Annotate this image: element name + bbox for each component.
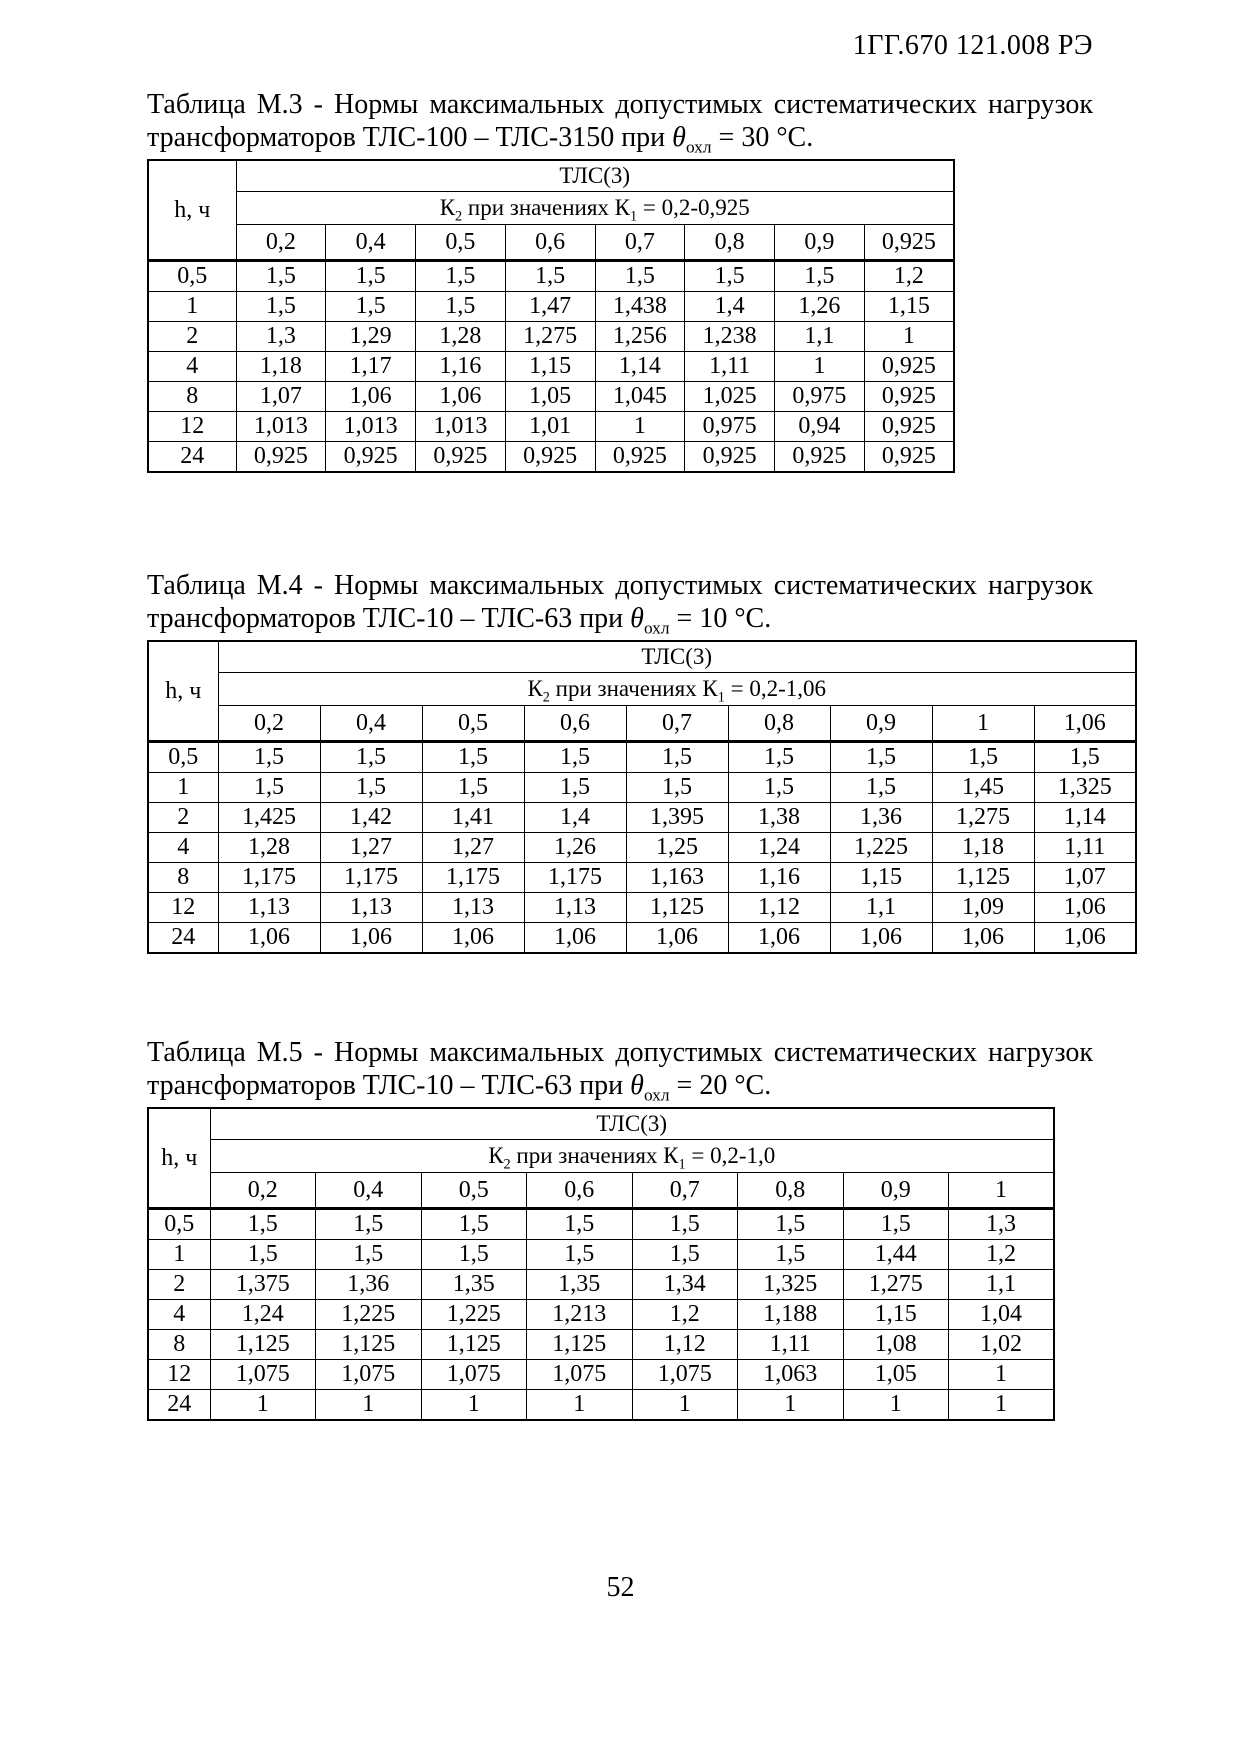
value-cell: 1,15 bbox=[864, 292, 954, 322]
value-cell: 1,5 bbox=[728, 773, 830, 803]
value-cell: 1,07 bbox=[1034, 863, 1136, 893]
theta-subscript: охл bbox=[685, 137, 712, 157]
k-range-text: = 0,2-0,925 bbox=[637, 195, 750, 220]
row-header-cell: 1 bbox=[148, 773, 218, 803]
k2-subscript: 2 bbox=[503, 1156, 511, 1173]
header-row-columns bbox=[148, 706, 1136, 742]
row-header-cell: 2 bbox=[148, 803, 218, 833]
value-cell: 1,27 bbox=[422, 833, 524, 863]
table-row bbox=[148, 442, 954, 473]
value-cell: 1 bbox=[738, 1390, 844, 1421]
caption-text: Таблица М.5 - Нормы максимальных допустимых систематических нагрузок трансформаторов ТЛС-10 – ТЛС-63 при bbox=[147, 1037, 1093, 1101]
k-mid-text: при значениях К bbox=[549, 676, 718, 701]
value-cell: 1,17 bbox=[326, 352, 416, 382]
value-cell: 1,175 bbox=[320, 863, 422, 893]
value-cell: 1,5 bbox=[728, 742, 830, 773]
value-cell: 1,013 bbox=[326, 412, 416, 442]
value-cell: 1,045 bbox=[595, 382, 685, 412]
table-m5 bbox=[147, 1107, 1055, 1421]
table-row bbox=[148, 773, 1136, 803]
value-cell: 1,5 bbox=[326, 261, 416, 292]
value-cell: 1,08 bbox=[843, 1330, 949, 1360]
table-row bbox=[148, 803, 1136, 833]
table-m3 bbox=[147, 159, 955, 473]
header-row-k bbox=[148, 673, 1136, 706]
column-header-cell: 1,06 bbox=[1034, 706, 1136, 742]
table-row bbox=[148, 1330, 1054, 1360]
value-cell: 1,5 bbox=[775, 261, 865, 292]
value-cell: 1,163 bbox=[626, 863, 728, 893]
table-row bbox=[148, 382, 954, 412]
group-header-cell: ТЛС(3) bbox=[210, 1108, 1054, 1140]
value-cell: 0,925 bbox=[775, 442, 865, 473]
value-cell: 1,13 bbox=[218, 893, 320, 923]
table-row bbox=[148, 352, 954, 382]
value-cell: 1,5 bbox=[422, 742, 524, 773]
value-cell: 1,5 bbox=[830, 773, 932, 803]
value-cell: 1,5 bbox=[320, 773, 422, 803]
value-cell: 1,15 bbox=[830, 863, 932, 893]
h-axis-label: h, ч bbox=[148, 641, 218, 742]
value-cell: 1,125 bbox=[932, 863, 1034, 893]
row-header-cell: 1 bbox=[148, 1240, 210, 1270]
value-cell: 1 bbox=[210, 1390, 316, 1421]
value-cell: 1,5 bbox=[843, 1209, 949, 1240]
row-header-cell: 2 bbox=[148, 1270, 210, 1300]
value-cell: 1,5 bbox=[218, 773, 320, 803]
column-header-cell: 0,4 bbox=[320, 706, 422, 742]
caption-text: Таблица М.4 - Нормы максимальных допустимых систематических нагрузок трансформаторов ТЛС-10 – ТЛС-63 при bbox=[147, 570, 1093, 634]
value-cell: 1,15 bbox=[843, 1300, 949, 1330]
value-cell: 1,35 bbox=[421, 1270, 527, 1300]
row-header-cell: 8 bbox=[148, 382, 236, 412]
h-axis-label: h, ч bbox=[148, 160, 236, 261]
header-row-k bbox=[148, 192, 954, 225]
value-cell: 0,925 bbox=[326, 442, 416, 473]
value-cell: 1,5 bbox=[421, 1240, 527, 1270]
value-cell: 1,188 bbox=[738, 1300, 844, 1330]
caption-tail: = 30 °С. bbox=[711, 122, 814, 153]
value-cell: 1,075 bbox=[632, 1360, 738, 1390]
value-cell: 1 bbox=[949, 1360, 1055, 1390]
value-cell: 1 bbox=[527, 1390, 633, 1421]
table-row bbox=[148, 863, 1136, 893]
value-cell: 1,175 bbox=[218, 863, 320, 893]
value-cell: 1,4 bbox=[524, 803, 626, 833]
value-cell: 1,2 bbox=[864, 261, 954, 292]
column-header-cell: 0,925 bbox=[864, 225, 954, 261]
column-header-cell: 0,5 bbox=[422, 706, 524, 742]
value-cell: 0,925 bbox=[864, 412, 954, 442]
header-row-group bbox=[148, 641, 1136, 673]
column-header-cell: 0,7 bbox=[595, 225, 685, 261]
group-header-cell: ТЛС(3) bbox=[236, 160, 954, 192]
value-cell: 1,5 bbox=[738, 1209, 844, 1240]
value-cell: 1,5 bbox=[316, 1209, 422, 1240]
value-cell: 1,395 bbox=[626, 803, 728, 833]
caption-tail: = 20 °С. bbox=[669, 1070, 772, 1101]
table-row bbox=[148, 261, 954, 292]
value-cell: 1,125 bbox=[527, 1330, 633, 1360]
page-content bbox=[147, 0, 1112, 1421]
caption-text: Таблица М.3 - Нормы максимальных допустимых систематических нагрузок трансформаторов ТЛС-100 – ТЛС-3150 при bbox=[147, 89, 1093, 153]
value-cell: 1,5 bbox=[210, 1240, 316, 1270]
value-cell: 1,5 bbox=[416, 292, 506, 322]
value-cell: 0,925 bbox=[236, 442, 326, 473]
k-values-header-cell bbox=[210, 1140, 1054, 1173]
value-cell: 1,04 bbox=[949, 1300, 1055, 1330]
row-header-cell: 24 bbox=[148, 442, 236, 473]
header-row-columns bbox=[148, 225, 954, 261]
value-cell: 1,5 bbox=[210, 1209, 316, 1240]
value-cell: 1,15 bbox=[505, 352, 595, 382]
value-cell: 1,06 bbox=[326, 382, 416, 412]
column-header-cell: 0,8 bbox=[738, 1173, 844, 1209]
column-header-cell: 0,2 bbox=[210, 1173, 316, 1209]
value-cell: 1,27 bbox=[320, 833, 422, 863]
value-cell: 1,06 bbox=[1034, 923, 1136, 954]
value-cell: 1,06 bbox=[320, 923, 422, 954]
value-cell: 1,18 bbox=[236, 352, 326, 382]
value-cell: 1,16 bbox=[728, 863, 830, 893]
value-cell: 1,28 bbox=[416, 322, 506, 352]
value-cell: 1,075 bbox=[421, 1360, 527, 1390]
value-cell: 1,14 bbox=[595, 352, 685, 382]
value-cell: 1,5 bbox=[932, 742, 1034, 773]
column-header-cell: 0,8 bbox=[728, 706, 830, 742]
value-cell: 0,925 bbox=[685, 442, 775, 473]
column-header-cell: 1 bbox=[932, 706, 1034, 742]
value-cell: 1 bbox=[949, 1390, 1055, 1421]
column-header-cell: 0,6 bbox=[527, 1173, 633, 1209]
value-cell: 0,925 bbox=[864, 442, 954, 473]
k-range-text: = 0,2-1,06 bbox=[724, 676, 827, 701]
theta-symbol: θ bbox=[630, 603, 644, 634]
value-cell: 1,225 bbox=[421, 1300, 527, 1330]
value-cell: 1,5 bbox=[236, 292, 326, 322]
value-cell: 1,5 bbox=[320, 742, 422, 773]
column-header-cell: 0,2 bbox=[218, 706, 320, 742]
theta-subscript: охл bbox=[643, 618, 670, 638]
value-cell: 1,5 bbox=[626, 742, 728, 773]
doc-number: 1ГГ.670 121.008 РЭ bbox=[852, 30, 1093, 61]
value-cell: 1,1 bbox=[830, 893, 932, 923]
column-header-cell: 0,8 bbox=[685, 225, 775, 261]
value-cell: 1,5 bbox=[218, 742, 320, 773]
value-cell: 1,425 bbox=[218, 803, 320, 833]
value-cell: 1,3 bbox=[236, 322, 326, 352]
value-cell: 1,09 bbox=[932, 893, 1034, 923]
value-cell: 1,5 bbox=[316, 1240, 422, 1270]
value-cell: 1,26 bbox=[524, 833, 626, 863]
value-cell: 1,24 bbox=[210, 1300, 316, 1330]
value-cell: 1,5 bbox=[738, 1240, 844, 1270]
column-header-cell: 0,2 bbox=[236, 225, 326, 261]
k-mid-text: при значениях К bbox=[510, 1143, 679, 1168]
value-cell: 1,5 bbox=[685, 261, 775, 292]
value-cell: 1,35 bbox=[527, 1270, 633, 1300]
column-header-cell: 0,6 bbox=[505, 225, 595, 261]
value-cell: 0,94 bbox=[775, 412, 865, 442]
row-header-cell: 4 bbox=[148, 833, 218, 863]
table-row bbox=[148, 412, 954, 442]
row-header-cell: 0,5 bbox=[148, 261, 236, 292]
value-cell: 1,42 bbox=[320, 803, 422, 833]
value-cell: 0,975 bbox=[685, 412, 775, 442]
header-row-group bbox=[148, 1108, 1054, 1140]
value-cell: 1,13 bbox=[524, 893, 626, 923]
column-header-cell: 0,9 bbox=[843, 1173, 949, 1209]
k-values-header-cell bbox=[218, 673, 1136, 706]
value-cell: 1,25 bbox=[626, 833, 728, 863]
value-cell: 0,925 bbox=[505, 442, 595, 473]
value-cell: 1 bbox=[632, 1390, 738, 1421]
column-header-cell: 0,4 bbox=[316, 1173, 422, 1209]
value-cell: 1,256 bbox=[595, 322, 685, 352]
value-cell: 1,02 bbox=[949, 1330, 1055, 1360]
row-header-cell: 8 bbox=[148, 863, 218, 893]
row-header-cell: 4 bbox=[148, 1300, 210, 1330]
value-cell: 1,5 bbox=[505, 261, 595, 292]
header-row-group bbox=[148, 160, 954, 192]
value-cell: 0,925 bbox=[595, 442, 685, 473]
value-cell: 1,06 bbox=[524, 923, 626, 954]
value-cell: 1 bbox=[595, 412, 685, 442]
value-cell: 1,125 bbox=[421, 1330, 527, 1360]
row-header-cell: 12 bbox=[148, 893, 218, 923]
value-cell: 1,06 bbox=[626, 923, 728, 954]
value-cell: 1,125 bbox=[316, 1330, 422, 1360]
value-cell: 1,375 bbox=[210, 1270, 316, 1300]
value-cell: 1,5 bbox=[595, 261, 685, 292]
table-m4 bbox=[147, 640, 1137, 954]
value-cell: 1,12 bbox=[728, 893, 830, 923]
row-header-cell: 24 bbox=[148, 923, 218, 954]
value-cell: 1,075 bbox=[210, 1360, 316, 1390]
value-cell: 1,5 bbox=[527, 1240, 633, 1270]
value-cell: 1,34 bbox=[632, 1270, 738, 1300]
value-cell: 1,5 bbox=[632, 1240, 738, 1270]
table-row bbox=[148, 1390, 1054, 1421]
k2-subscript: 2 bbox=[542, 689, 550, 706]
value-cell: 1 bbox=[421, 1390, 527, 1421]
header-row-k bbox=[148, 1140, 1054, 1173]
value-cell: 1,225 bbox=[830, 833, 932, 863]
value-cell: 1,5 bbox=[830, 742, 932, 773]
value-cell: 1,38 bbox=[728, 803, 830, 833]
row-header-cell: 24 bbox=[148, 1390, 210, 1421]
h-axis-label: h, ч bbox=[148, 1108, 210, 1209]
caption-tail: = 10 °С. bbox=[669, 603, 772, 634]
row-header-cell: 0,5 bbox=[148, 742, 218, 773]
value-cell: 1,06 bbox=[1034, 893, 1136, 923]
column-header-cell: 0,5 bbox=[416, 225, 506, 261]
column-header-cell: 0,7 bbox=[626, 706, 728, 742]
value-cell: 1,18 bbox=[932, 833, 1034, 863]
value-cell: 1,5 bbox=[524, 773, 626, 803]
value-cell: 1,41 bbox=[422, 803, 524, 833]
value-cell: 1,07 bbox=[236, 382, 326, 412]
value-cell: 1,5 bbox=[421, 1209, 527, 1240]
table-m5-caption bbox=[147, 1036, 1093, 1105]
value-cell: 1,45 bbox=[932, 773, 1034, 803]
value-cell: 1,075 bbox=[527, 1360, 633, 1390]
value-cell: 1,013 bbox=[236, 412, 326, 442]
value-cell: 1,213 bbox=[527, 1300, 633, 1330]
value-cell: 1,2 bbox=[949, 1240, 1055, 1270]
value-cell: 1,1 bbox=[775, 322, 865, 352]
value-cell: 1,275 bbox=[505, 322, 595, 352]
value-cell: 1,175 bbox=[524, 863, 626, 893]
value-cell: 1,325 bbox=[738, 1270, 844, 1300]
table-m3-caption bbox=[147, 88, 1093, 157]
column-header-cell: 0,6 bbox=[524, 706, 626, 742]
value-cell: 1,5 bbox=[524, 742, 626, 773]
value-cell: 1,06 bbox=[728, 923, 830, 954]
column-header-cell: 0,4 bbox=[326, 225, 416, 261]
theta-symbol: θ bbox=[630, 1070, 644, 1101]
k2-subscript: 2 bbox=[455, 208, 463, 225]
value-cell: 1,13 bbox=[422, 893, 524, 923]
value-cell: 1,325 bbox=[1034, 773, 1136, 803]
value-cell: 1,12 bbox=[632, 1330, 738, 1360]
theta-subscript: охл bbox=[643, 1085, 670, 1105]
value-cell: 1,5 bbox=[326, 292, 416, 322]
value-cell: 1,13 bbox=[320, 893, 422, 923]
value-cell: 1,275 bbox=[843, 1270, 949, 1300]
row-header-cell: 4 bbox=[148, 352, 236, 382]
value-cell: 1,013 bbox=[416, 412, 506, 442]
k1-subscript: 1 bbox=[678, 1156, 686, 1173]
page-number: 52 bbox=[606, 1572, 635, 1603]
value-cell: 1 bbox=[316, 1390, 422, 1421]
value-cell: 1,5 bbox=[626, 773, 728, 803]
row-header-cell: 1 bbox=[148, 292, 236, 322]
value-cell: 1 bbox=[843, 1390, 949, 1421]
header-row-columns bbox=[148, 1173, 1054, 1209]
table-row bbox=[148, 1240, 1054, 1270]
row-header-cell: 12 bbox=[148, 1360, 210, 1390]
value-cell: 1,06 bbox=[416, 382, 506, 412]
value-cell: 1,11 bbox=[685, 352, 775, 382]
value-cell: 1,06 bbox=[422, 923, 524, 954]
table-row bbox=[148, 833, 1136, 863]
k2-label: К bbox=[488, 1143, 504, 1168]
value-cell: 1,5 bbox=[416, 261, 506, 292]
value-cell: 1,05 bbox=[843, 1360, 949, 1390]
value-cell: 1,5 bbox=[422, 773, 524, 803]
row-header-cell: 8 bbox=[148, 1330, 210, 1360]
column-header-cell: 0,9 bbox=[830, 706, 932, 742]
value-cell: 1,24 bbox=[728, 833, 830, 863]
column-header-cell: 0,9 bbox=[775, 225, 865, 261]
value-cell: 1,4 bbox=[685, 292, 775, 322]
value-cell: 1,14 bbox=[1034, 803, 1136, 833]
value-cell: 1,06 bbox=[932, 923, 1034, 954]
row-header-cell: 0,5 bbox=[148, 1209, 210, 1240]
value-cell: 1,125 bbox=[626, 893, 728, 923]
column-header-cell: 1 bbox=[949, 1173, 1055, 1209]
value-cell: 0,925 bbox=[416, 442, 506, 473]
value-cell: 1,06 bbox=[830, 923, 932, 954]
k-mid-text: при значениях К bbox=[462, 195, 631, 220]
table-row bbox=[148, 1360, 1054, 1390]
value-cell: 1,2 bbox=[632, 1300, 738, 1330]
value-cell: 1,438 bbox=[595, 292, 685, 322]
row-header-cell: 2 bbox=[148, 322, 236, 352]
value-cell: 1,025 bbox=[685, 382, 775, 412]
value-cell: 1,5 bbox=[236, 261, 326, 292]
value-cell: 1,06 bbox=[218, 923, 320, 954]
value-cell: 0,925 bbox=[864, 382, 954, 412]
value-cell: 1,3 bbox=[949, 1209, 1055, 1240]
table-row bbox=[148, 893, 1136, 923]
column-header-cell: 0,5 bbox=[421, 1173, 527, 1209]
group-header-cell: ТЛС(3) bbox=[218, 641, 1136, 673]
value-cell: 1,36 bbox=[830, 803, 932, 833]
table-row bbox=[148, 292, 954, 322]
value-cell: 1,16 bbox=[416, 352, 506, 382]
value-cell: 1,26 bbox=[775, 292, 865, 322]
column-header-cell: 0,7 bbox=[632, 1173, 738, 1209]
value-cell: 1,11 bbox=[738, 1330, 844, 1360]
k2-label: К bbox=[439, 195, 456, 220]
row-header-cell: 12 bbox=[148, 412, 236, 442]
k1-subscript: 1 bbox=[717, 689, 725, 706]
value-cell: 1,175 bbox=[422, 863, 524, 893]
table-row bbox=[148, 322, 954, 352]
value-cell: 1,5 bbox=[527, 1209, 633, 1240]
value-cell: 1,28 bbox=[218, 833, 320, 863]
value-cell: 1,29 bbox=[326, 322, 416, 352]
table-row bbox=[148, 742, 1136, 773]
value-cell: 1,238 bbox=[685, 322, 775, 352]
table-row bbox=[148, 1300, 1054, 1330]
k-values-header-cell bbox=[236, 192, 954, 225]
table-m4-caption bbox=[147, 569, 1093, 638]
value-cell: 1,275 bbox=[932, 803, 1034, 833]
value-cell: 1,11 bbox=[1034, 833, 1136, 863]
value-cell: 1,225 bbox=[316, 1300, 422, 1330]
value-cell: 1,063 bbox=[738, 1360, 844, 1390]
value-cell: 1,05 bbox=[505, 382, 595, 412]
table-row bbox=[148, 1270, 1054, 1300]
value-cell: 1,5 bbox=[632, 1209, 738, 1240]
value-cell: 1,36 bbox=[316, 1270, 422, 1300]
value-cell: 1,5 bbox=[1034, 742, 1136, 773]
value-cell: 1,075 bbox=[316, 1360, 422, 1390]
value-cell: 1 bbox=[775, 352, 865, 382]
value-cell: 0,925 bbox=[864, 352, 954, 382]
value-cell: 0,975 bbox=[775, 382, 865, 412]
value-cell: 1 bbox=[864, 322, 954, 352]
value-cell: 1,01 bbox=[505, 412, 595, 442]
table-row bbox=[148, 923, 1136, 954]
theta-symbol: θ bbox=[672, 122, 686, 153]
value-cell: 1,44 bbox=[843, 1240, 949, 1270]
k-range-text: = 0,2-1,0 bbox=[685, 1143, 776, 1168]
value-cell: 1,1 bbox=[949, 1270, 1055, 1300]
table-row bbox=[148, 1209, 1054, 1240]
k1-subscript: 1 bbox=[630, 208, 638, 225]
value-cell: 1,125 bbox=[210, 1330, 316, 1360]
value-cell: 1,47 bbox=[505, 292, 595, 322]
k2-label: К bbox=[527, 676, 543, 701]
